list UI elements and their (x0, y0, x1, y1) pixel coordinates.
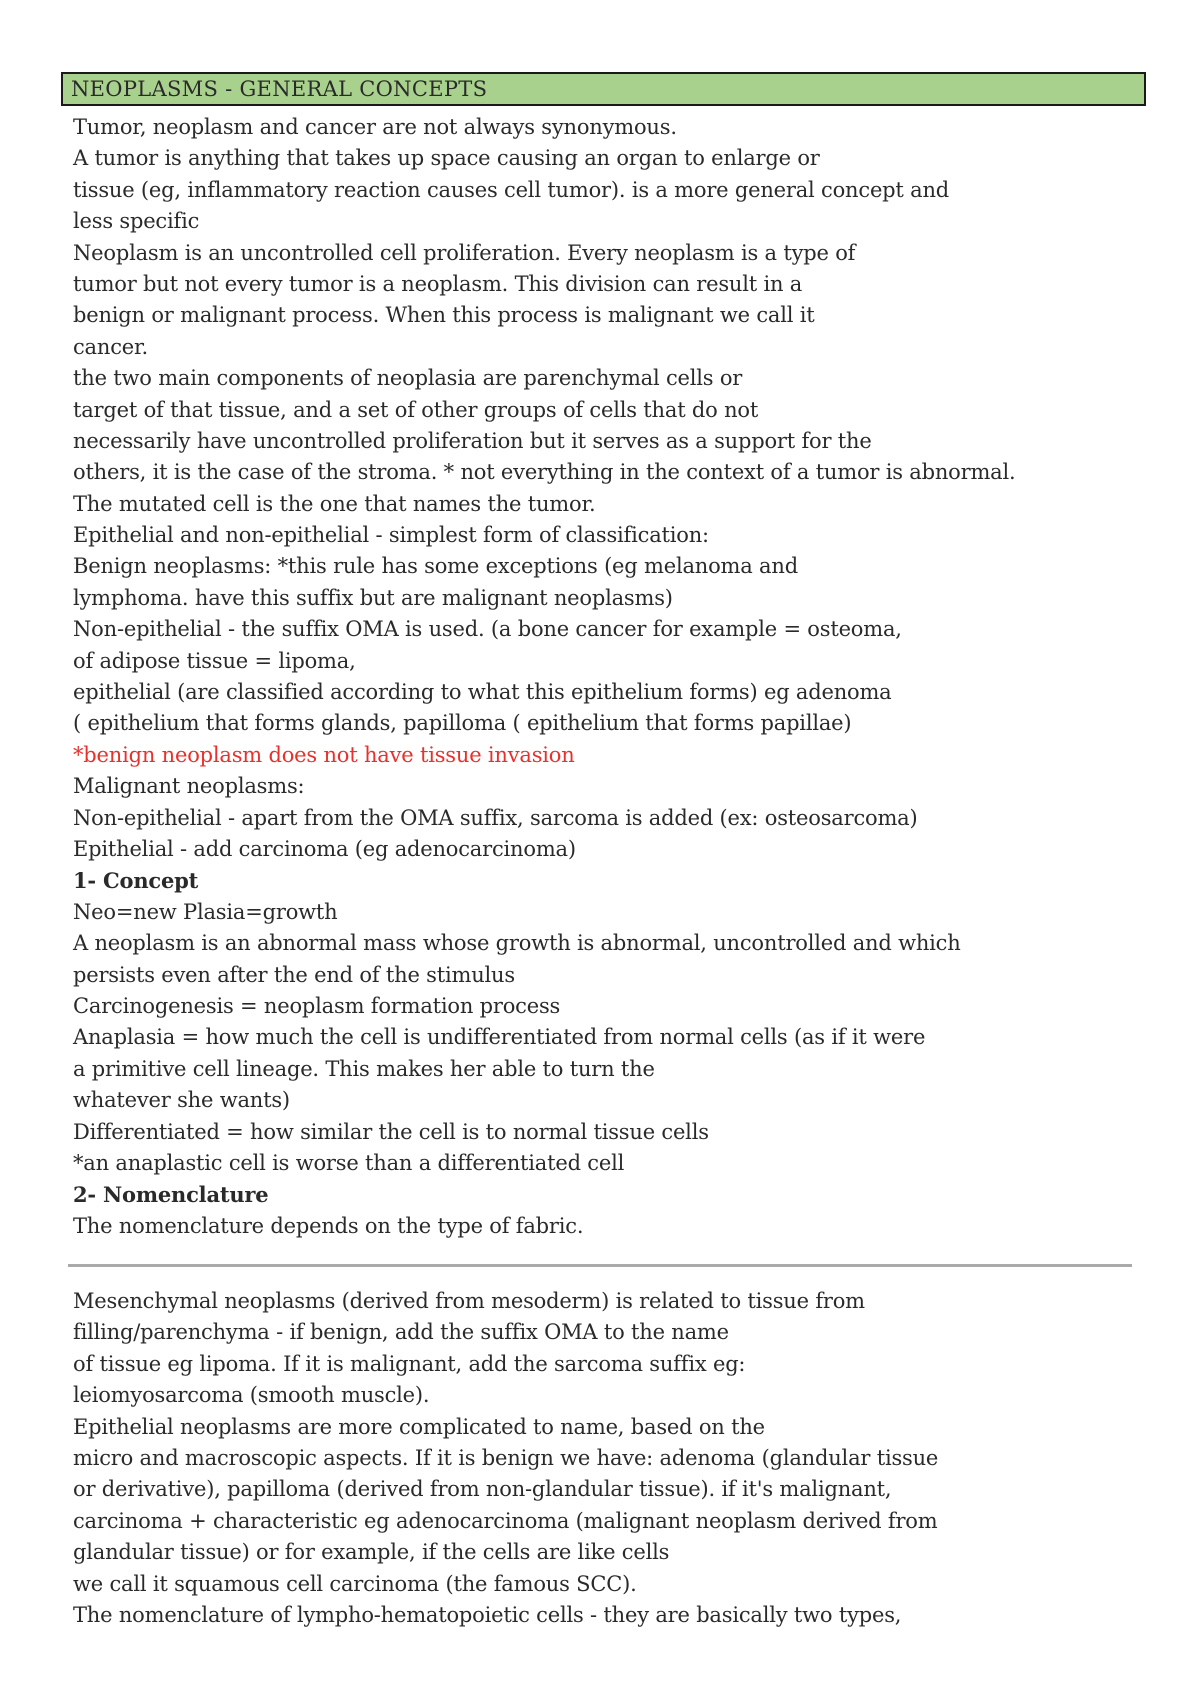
text-line: Carcinogenesis = neoplasm formation process (73, 993, 561, 1018)
text-line: Benign neoplasms: *this rule has some exceptions (eg melanoma and (73, 554, 798, 579)
text-line: the two main components of neoplasia are parenchymal cells or (73, 366, 743, 391)
text-line: we call it squamous cell carcinoma (the famous SCC). (73, 1571, 637, 1596)
text-line: leiomyosarcoma (smooth muscle). (73, 1383, 430, 1408)
text-line: Epithelial - add carcinoma (eg adenocarcinoma) (73, 836, 576, 861)
text-line: less specific (73, 209, 200, 234)
text-line: of adipose tissue = lipoma, (73, 648, 356, 673)
heading-nomenclature: 2- Nomenclature (73, 1182, 269, 1208)
text-line: Neo=new Plasia=growth (73, 899, 338, 924)
text-line: of tissue eg lipoma. If it is malignant, add the sarcoma suffix eg: (73, 1351, 746, 1376)
text-line: A neoplasm is an abnormal mass whose growth is abnormal, uncontrolled and which (73, 931, 961, 956)
horizontal-divider (68, 1264, 1132, 1267)
text-line: tumor but not every tumor is a neoplasm. This division can result in a (73, 271, 803, 296)
text-line: Anaplasia = how much the cell is undifferentiated from normal cells (as if it were (73, 1025, 926, 1050)
text-line: tissue (eg, inflammatory reaction causes cell tumor). is a more general concept and (73, 177, 950, 202)
text-line: Epithelial neoplasms are more complicated to name, based on the (73, 1414, 765, 1439)
text-line: ( epithelium that forms glands, papilloma ( epithelium that forms papillae) (73, 711, 852, 736)
red-note: *benign neoplasm does not have tissue invasion (73, 742, 575, 767)
text-line: lymphoma. have this suffix but are malignant neoplasms) (73, 585, 673, 610)
heading-concept: 1- Concept (73, 868, 199, 894)
text-line: The nomenclature of lympho-hematopoietic cells - they are basically two types, (73, 1602, 902, 1627)
text-line: micro and macroscopic aspects. If it is benign we have: adenoma (glandular tissue (73, 1445, 939, 1470)
text-line: The nomenclature depends on the type of fabric. (73, 1213, 584, 1238)
text-block-nomenclature (73, 1286, 1153, 1631)
text-line: Neoplasm is an uncontrolled cell proliferation. Every neoplasm is a type of (73, 240, 856, 265)
text-line: *an anaplastic cell is worse than a differentiated cell (73, 1150, 625, 1175)
text-line: Tumor, neoplasm and cancer are not always synonymous. (73, 115, 677, 139)
text-line: A tumor is anything that takes up space causing an organ to enlarge or (73, 146, 820, 171)
text-line: epithelial (are classified according to what this epithelium forms) eg adenoma (73, 680, 892, 705)
text-line: glandular tissue) or for example, if the cells are like cells (73, 1540, 670, 1565)
text-line: Mesenchymal neoplasms (derived from mesoderm) is related to tissue from (73, 1289, 865, 1313)
text-line: others, it is the case of the stroma. * not everything in the context of a tumor is abnormal. (73, 460, 1016, 485)
text-line: or derivative), papilloma (derived from non-glandular tissue). if it's malignant, (73, 1477, 892, 1502)
text-line: target of that tissue, and a set of other groups of cells that do not (73, 397, 759, 422)
text-line: whatever she wants) (73, 1088, 290, 1113)
text-line: persists even after the end of the stimulus (73, 962, 515, 987)
text-line: filling/parenchyma - if benign, add the suffix OMA to the name (73, 1320, 729, 1345)
text-line: Epithelial and non-epithelial - simplest form of classification: (73, 523, 709, 548)
text-line: a primitive cell lineage. This makes her able to turn the (73, 1056, 655, 1081)
section-title-bar (61, 72, 1146, 106)
text-line: benign or malignant process. When this process is malignant we call it (73, 303, 815, 328)
text-line: Non-epithelial - the suffix OMA is used. (a bone cancer for example = osteoma, (73, 617, 902, 642)
text-line: Non-epithelial - apart from the OMA suffix, sarcoma is added (ex: osteosarcoma) (73, 805, 918, 830)
text-line: cancer. (73, 334, 149, 359)
page-title: NEOPLASMS - GENERAL CONCEPTS (71, 77, 488, 101)
text-line: necessarily have uncontrolled proliferation but it serves as a support for the (73, 428, 872, 453)
text-line: Malignant neoplasms: (73, 774, 305, 799)
text-line: carcinoma + characteristic eg adenocarcinoma (malignant neoplasm derived from (73, 1508, 938, 1533)
text-line: The mutated cell is the one that names the tumor. (73, 491, 596, 516)
text-line: Differentiated = how similar the cell is to normal tissue cells (73, 1119, 709, 1144)
text-block-main (73, 112, 1153, 1242)
